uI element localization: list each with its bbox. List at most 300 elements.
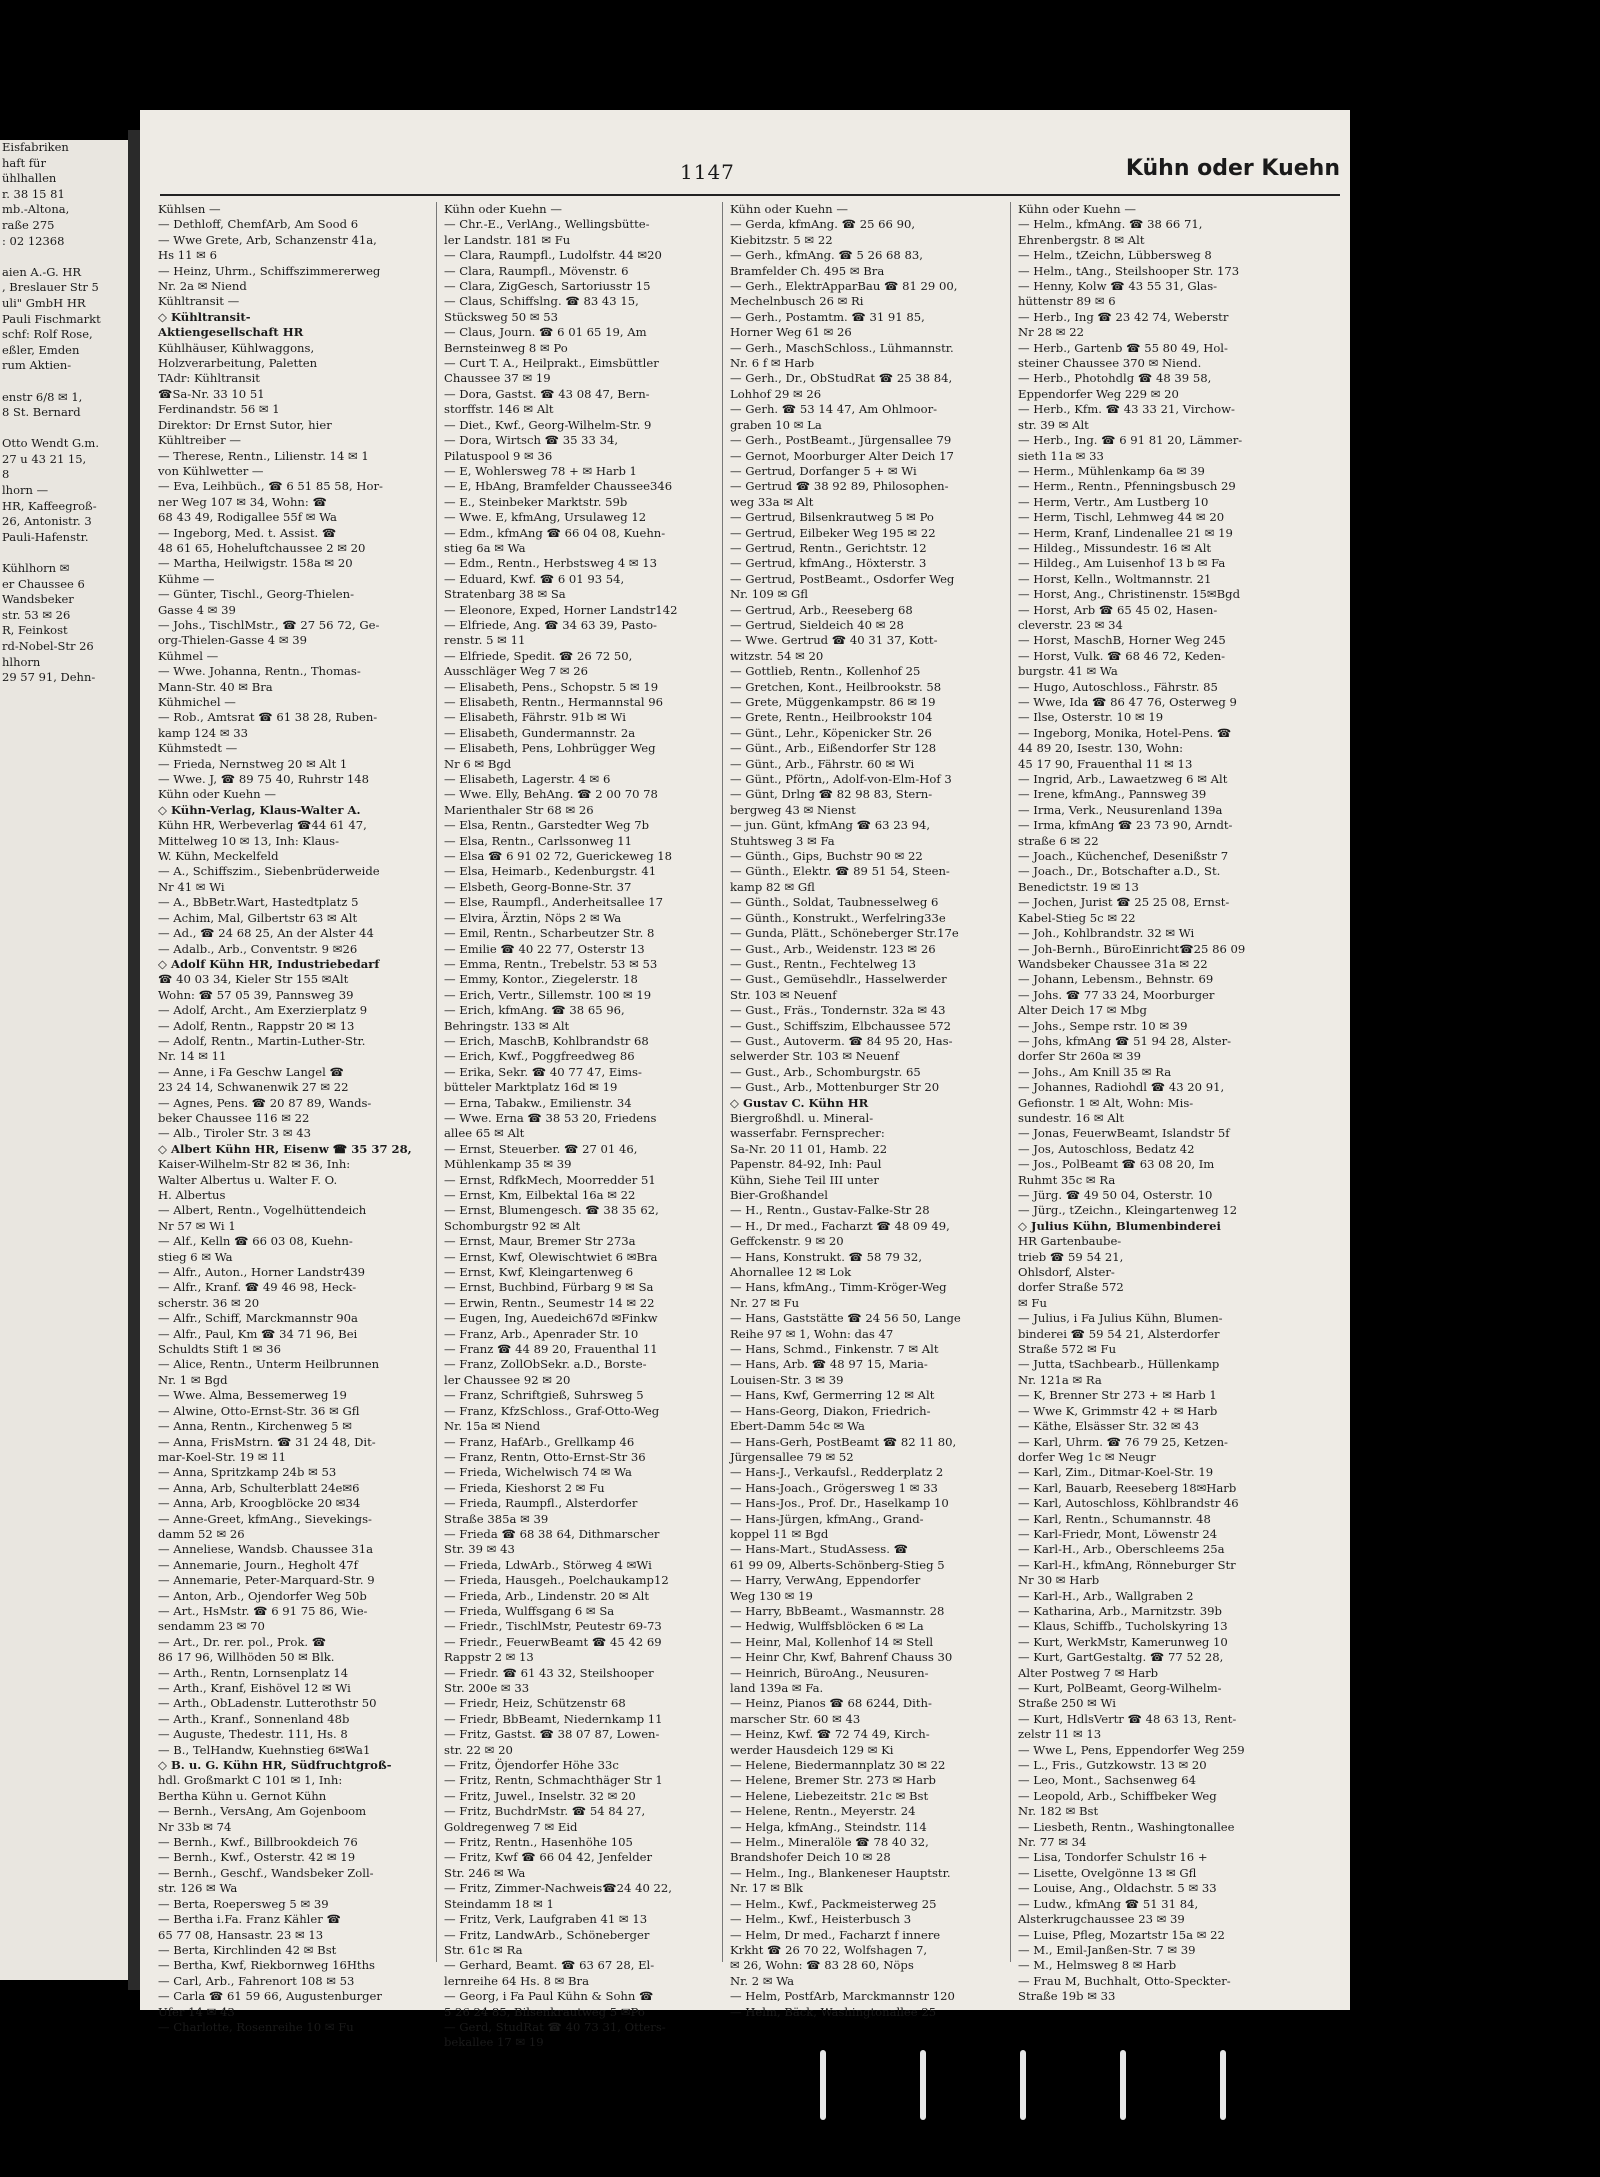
directory-entry: — Eduard, Kwf. ☎ 6 01 93 54, bbox=[444, 571, 625, 586]
directory-entry: — Carl, Arb., Fahrenort 108 ✉ 53 bbox=[158, 1973, 355, 1988]
directory-entry: Nr 30 ✉ Harb bbox=[1018, 1573, 1100, 1588]
directory-entry: 65 77 08, Hansastr. 23 ✉ 13 bbox=[158, 1927, 324, 1942]
directory-entry: — Johs., Am Knill 35 ✉ Ra bbox=[1018, 1064, 1172, 1079]
directory-entry: — Gottlieb, Rentn., Kollenhof 25 bbox=[730, 664, 921, 679]
left-fragment-line bbox=[0, 421, 128, 437]
directory-entry: — Else, Raumpfl., Anderheitsallee 17 bbox=[444, 895, 664, 910]
directory-entry: — Heinz, Pianos ☎ 68 6244, Dith- bbox=[730, 1696, 932, 1711]
directory-entry: — Friedr., TischlMstr, Peutestr 69-73 bbox=[444, 1619, 662, 1634]
directory-entry: stieg 6 ✉ Wa bbox=[158, 1249, 233, 1264]
directory-entry: Ohlsdorf, Alster- bbox=[1018, 1265, 1115, 1280]
directory-entry: Nr. 182 ✉ Bst bbox=[1018, 1804, 1099, 1819]
scan-background bbox=[1350, 0, 1600, 2177]
directory-entry: str. 39 ✉ Alt bbox=[1018, 417, 1089, 432]
directory-entry: — Elvira, Ärztin, Nöps 2 ✉ Wa bbox=[444, 910, 622, 925]
directory-entry: — Liesbeth, Rentn., Washingtonallee bbox=[1018, 1819, 1235, 1834]
directory-entry: Ufer 14 ✉ 43 bbox=[158, 2004, 235, 2019]
directory-entry: — Wwe. Alma, Bessemerweg 19 bbox=[158, 1388, 347, 1403]
directory-entry: — Bernh., Geschf., Wandsbeker Zoll- bbox=[158, 1865, 374, 1880]
directory-entry: — Gertrud, Dorfanger 5 + ✉ Wi bbox=[730, 463, 917, 478]
directory-entry: — Heinr, Mal, Kollenhof 14 ✉ Stell bbox=[730, 1634, 934, 1649]
directory-entry: — Alfr., Kranf. ☎ 49 46 98, Heck- bbox=[158, 1280, 357, 1295]
directory-entry: Marienthaler Str 68 ✉ 26 bbox=[444, 802, 594, 817]
directory-entry: — Horst, Arb ☎ 65 45 02, Hasen- bbox=[1018, 602, 1218, 617]
directory-entry: renstr. 5 ✉ 11 bbox=[444, 633, 526, 648]
directory-entry: — Louise, Ang., Oldachstr. 5 ✉ 33 bbox=[1018, 1881, 1217, 1896]
directory-entry: Bramfelder Ch. 495 ✉ Bra bbox=[730, 263, 885, 278]
left-fragment-line: rd-Nobel-Str 26 bbox=[2, 639, 94, 653]
directory-entry: — Luise, Pfleg, Mozartstr 15a ✉ 22 bbox=[1018, 1927, 1225, 1942]
directory-entry: lernreihe 64 Hs. 8 ✉ Bra bbox=[444, 1973, 590, 1988]
left-fragment-line: ühlhallen bbox=[2, 171, 57, 186]
directory-entry: Str. 246 ✉ Wa bbox=[444, 1865, 526, 1880]
directory-entry: — Joach., Dr., Botschafter a.D., St. bbox=[1018, 864, 1221, 879]
directory-entry: — Gerh., ElektrApparBau ☎ 81 29 00, bbox=[730, 279, 958, 294]
directory-entry: — Arth., Kranf., Sonnenland 48b bbox=[158, 1711, 350, 1726]
directory-entry: — Elsa, Rentn., Carlssonweg 11 bbox=[444, 833, 632, 848]
directory-entry: — Franz ☎ 44 89 20, Frauenthal 11 bbox=[444, 1342, 658, 1357]
directory-entry: — Frau M, Buchhalt, Otto-Speckter- bbox=[1018, 1973, 1231, 1988]
directory-entry: scherstr. 36 ✉ 20 bbox=[158, 1295, 260, 1310]
directory-entry: Aktiengesellschaft HR bbox=[158, 325, 304, 340]
directory-entry: — Grete, Müggenkampstr. 86 ✉ 19 bbox=[730, 695, 936, 709]
directory-entry: Direktor: Dr Ernst Sutor, hier bbox=[158, 417, 332, 432]
directory-entry: — Erich, Vertr., Sillemstr. 100 ✉ 19 bbox=[444, 987, 652, 1002]
page-gutter bbox=[128, 130, 140, 1990]
directory-entry: Walter Albertus u. Walter F. O. bbox=[158, 1172, 338, 1187]
directory-entry: Horner Weg 61 ✉ 26 bbox=[730, 325, 852, 340]
directory-entry: — Gust., Arb., Schomburgstr. 65 bbox=[730, 1064, 921, 1079]
directory-entry: — Eva, Leihbüch., ☎ 6 51 85 58, Hor- bbox=[158, 479, 383, 494]
left-fragment-line bbox=[0, 545, 128, 561]
directory-entry: — Bernh., Kwf., Billbrookdeich 76 bbox=[158, 1835, 358, 1850]
directory-entry: ◇ Albert Kühn HR, Eisenw ☎ 35 37 28, bbox=[158, 1141, 412, 1156]
directory-entry: — Henny, Kolw ☎ 43 55 31, Glas- bbox=[1018, 279, 1218, 294]
directory-entry: — Fritz, Kwf ☎ 66 04 42, Jenfelder bbox=[444, 1850, 653, 1865]
directory-entry: Weg 130 ✉ 19 bbox=[730, 1588, 813, 1603]
directory-entry: — Elisabeth, Lagerstr. 4 ✉ 6 bbox=[444, 772, 611, 787]
directory-entry: storffstr. 146 ✉ Alt bbox=[444, 402, 554, 417]
directory-entry: — Joh., Kohlbrandstr. 32 ✉ Wi bbox=[1018, 926, 1195, 941]
directory-entry: Str. 61c ✉ Ra bbox=[444, 1942, 523, 1957]
directory-entry: — Lisa, Tondorfer Schulstr 16 + bbox=[1018, 1850, 1208, 1865]
directory-entry: Ahornallee 12 ✉ Lok bbox=[730, 1265, 852, 1280]
directory-entry: — Helga, kfmAng., Steindstr. 114 bbox=[730, 1819, 927, 1834]
directory-entry: dorfer Straße 572 bbox=[1018, 1280, 1124, 1295]
directory-entry: — Günt., Arb., Eißendorfer Str 128 bbox=[730, 741, 937, 756]
directory-entry: — Fritz, Verk, Laufgraben 41 ✉ 13 bbox=[444, 1912, 648, 1927]
directory-entry: dorfer Weg 1c ✉ Neugr bbox=[1018, 1449, 1156, 1464]
left-fragment-line: Eisfabriken bbox=[2, 140, 69, 154]
directory-entry: — Johann, Lebensm., Behnstr. 69 bbox=[1018, 972, 1214, 987]
directory-entry: — Albert, Rentn., Vogelhüttendeich bbox=[158, 1203, 367, 1218]
directory-entry: Benedictstr. 19 ✉ 13 bbox=[1018, 879, 1139, 894]
directory-entry: 5 26 24 85, Bilsenkrautweg 5 ✉Po bbox=[444, 2004, 645, 2019]
directory-entry: — Frieda, Hausgeh., Poelchaukamp12 bbox=[444, 1573, 669, 1588]
directory-entry: Nr. 27 ✉ Fu bbox=[730, 1295, 800, 1310]
directory-entry: — Heinz, Kwf. ☎ 72 74 49, Kirch- bbox=[730, 1727, 930, 1742]
left-page-fragment bbox=[0, 140, 128, 1980]
directory-entry: — Berta, Kirchlinden 42 ✉ Bst bbox=[158, 1942, 337, 1957]
directory-entry: — Heinz, Uhrm., Schiffszimmererweg bbox=[158, 263, 381, 278]
directory-entry: sieth 11a ✉ 33 bbox=[1018, 448, 1104, 463]
directory-entry: ☎Sa-Nr. 33 10 51 bbox=[158, 386, 265, 401]
directory-entry: — Arth., Rentn, Lornsenplatz 14 bbox=[158, 1665, 349, 1680]
directory-entry: ◇ Adolf Kühn HR, Industriebedarf bbox=[158, 956, 380, 971]
directory-entry: — Bernh., Kwf., Osterstr. 42 ✉ 19 bbox=[158, 1850, 356, 1865]
directory-entry: Chaussee 37 ✉ 19 bbox=[444, 371, 551, 386]
directory-entry: stieg 6a ✉ Wa bbox=[444, 540, 526, 555]
header-rule bbox=[160, 194, 1340, 196]
directory-entry: Stuhtsweg 3 ✉ Fa bbox=[730, 833, 835, 848]
directory-entry: Mittelweg 10 ✉ 13, Inh: Klaus- bbox=[158, 833, 340, 848]
directory-entry: Schomburgstr 92 ✉ Alt bbox=[444, 1218, 581, 1233]
directory-entry: — Ilse, Osterstr. 10 ✉ 19 bbox=[1018, 710, 1164, 725]
directory-entry: 45 17 90, Frauenthal 11 ✉ 13 bbox=[1018, 756, 1193, 771]
directory-entry: — Helm, Dr med., Facharzt f innere bbox=[730, 1927, 941, 1942]
directory-entry: Rappstr 2 ✉ 13 bbox=[444, 1650, 534, 1665]
directory-entry: — Helene, Liebezeitstr. 21c ✉ Bst bbox=[730, 1788, 929, 1803]
left-fragment-line: 8 St. Bernard bbox=[2, 405, 81, 420]
directory-entry: — Herb., Kfm. ☎ 43 33 21, Virchow- bbox=[1018, 402, 1235, 417]
directory-entry: — Karl, Bauarb, Reeseberg 18✉Harb bbox=[1018, 1480, 1237, 1495]
directory-entry: — Helm., Mineralöle ☎ 78 40 32, bbox=[730, 1835, 929, 1850]
directory-entry: — Franz, Schriftgieß, Suhrsweg 5 bbox=[444, 1388, 644, 1403]
directory-entry: — Wwe Grete, Arb, Schanzenstr 41a, bbox=[158, 232, 377, 247]
directory-entry: Stratenbarg 38 ✉ Sa bbox=[444, 587, 566, 602]
directory-entry: trieb ☎ 59 54 21, bbox=[1018, 1249, 1124, 1264]
directory-entry: hüttenstr 89 ✉ 6 bbox=[1018, 294, 1116, 309]
directory-entry: — Hedwig, Wulffsblöcken 6 ✉ La bbox=[730, 1619, 924, 1634]
directory-entry: Schuldts Stift 1 ✉ 36 bbox=[158, 1342, 281, 1357]
left-fragment-line: lhorn — bbox=[2, 483, 49, 498]
directory-entry: ◇ Julius Kühn, Blumenbinderei bbox=[1018, 1218, 1221, 1233]
directory-entry: Gefionstr. 1 ✉ Alt, Wohn: Mis- bbox=[1018, 1095, 1194, 1110]
directory-entry: Mechelnbusch 26 ✉ Ri bbox=[730, 294, 864, 309]
directory-entry: — Gerh. ☎ 53 14 47, Am Ohlmoor- bbox=[730, 402, 938, 417]
directory-entry: — E, HbAng, Bramfelder Chaussee346 bbox=[444, 479, 673, 494]
directory-entry: — Elisabeth, Rentn., Hermannstal 96 bbox=[444, 695, 664, 709]
directory-entry: burgstr. 41 ✉ Wa bbox=[1018, 664, 1118, 679]
directory-entry: — Erwin, Rentn., Seumestr 14 ✉ 22 bbox=[444, 1295, 655, 1310]
directory-entry: — Ernst, RdfkMech, Moorredder 51 bbox=[444, 1172, 656, 1187]
directory-entry: Nr 57 ✉ Wi 1 bbox=[158, 1218, 236, 1233]
directory-page bbox=[140, 110, 1350, 2050]
directory-entry: koppel 11 ✉ Bgd bbox=[730, 1526, 829, 1541]
directory-entry: — Dora, Gastst. ☎ 43 08 47, Bern- bbox=[444, 386, 650, 401]
directory-entry: — Alice, Rentn., Unterm Heilbrunnen bbox=[158, 1357, 380, 1372]
directory-entry: — Alwine, Otto-Ernst-Str. 36 ✉ Gfl bbox=[158, 1403, 360, 1418]
directory-entry: Sa-Nr. 20 11 01, Hamb. 22 bbox=[730, 1141, 888, 1156]
directory-entry: — Frieda, Wichelwisch 74 ✉ Wa bbox=[444, 1465, 632, 1480]
directory-entry: Str. 200e ✉ 33 bbox=[444, 1681, 530, 1695]
directory-entry: — Gerda, kfmAng. ☎ 25 66 90, bbox=[730, 217, 916, 232]
directory-entry: Ferdinandstr. 56 ✉ 1 bbox=[158, 402, 280, 417]
left-fragment-line: 29 57 91, Dehn- bbox=[2, 670, 96, 685]
directory-entry: Papenstr. 84-92, Inh: Paul bbox=[730, 1157, 882, 1172]
directory-entry: TAdr: Kühltransit bbox=[158, 371, 260, 386]
directory-entry: — Bertha, Kwf, Riekbornweg 16Hths bbox=[158, 1958, 376, 1973]
column-2 bbox=[444, 202, 716, 2050]
directory-entry: — Horst, Kelln., Woltmannstr. 21 bbox=[1018, 571, 1212, 586]
directory-entry: — Herm, Tischl, Lehmweg 44 ✉ 20 bbox=[1018, 510, 1225, 525]
directory-entry: — Erich, kfmAng. ☎ 38 65 96, bbox=[444, 1003, 625, 1018]
directory-entry: — Fritz, Juwel., Inselstr. 32 ✉ 20 bbox=[444, 1788, 636, 1803]
directory-entry: — Wwe, Ida ☎ 86 47 76, Osterweg 9 bbox=[1018, 695, 1237, 709]
left-fragment-line: 27 u 43 21 15, bbox=[2, 451, 87, 466]
directory-entry: — Fritz, Rentn., Hasenhöhe 105 bbox=[444, 1835, 633, 1850]
directory-entry: — Wwe. Johanna, Rentn., Thomas- bbox=[158, 664, 361, 679]
directory-entry: — Karl-Friedr, Mont, Löwenstr 24 bbox=[1018, 1526, 1218, 1541]
directory-entry: — Hans-Georg, Diakon, Friedrich- bbox=[730, 1403, 931, 1418]
directory-entry: — Anton, Arb., Ojendorfer Weg 50b bbox=[158, 1588, 367, 1603]
directory-entry: — Helene, Rentn., Meyerstr. 24 bbox=[730, 1804, 916, 1819]
directory-entry: — Fritz, LandwArb., Schöneberger bbox=[444, 1927, 650, 1942]
directory-entry: — Arth., Kranf, Eishövel 12 ✉ Wi bbox=[158, 1681, 351, 1695]
directory-entry: — Hans-Joach., Grögersweg 1 ✉ 33 bbox=[730, 1480, 938, 1495]
directory-entry: Holzverarbeitung, Paletten bbox=[158, 356, 318, 371]
directory-entry: — Frieda, Kieshorst 2 ✉ Fu bbox=[444, 1480, 605, 1495]
left-fragment-line: hlhorn bbox=[2, 654, 41, 669]
directory-entry: — Elsa, Rentn., Garstedter Weg 7b bbox=[444, 818, 650, 833]
directory-entry: — Gust., Fräs., Tondernstr. 32a ✉ 43 bbox=[730, 1003, 946, 1018]
directory-entry: — Gust., Gemüsehdlr., Hasselwerder bbox=[730, 972, 947, 987]
directory-entry: Nr 6 ✉ Bgd bbox=[444, 756, 512, 771]
directory-entry: — Rob., Amtsrat ☎ 61 38 28, Ruben- bbox=[158, 710, 378, 725]
left-fragment-line: eßler, Emden bbox=[2, 342, 80, 357]
directory-entry: ✉ Fu bbox=[1018, 1295, 1047, 1310]
directory-entry: weg 33a ✉ Alt bbox=[730, 494, 814, 509]
directory-entry: — Lisette, Ovelgönne 13 ✉ Gfl bbox=[1018, 1865, 1197, 1880]
directory-entry: Str. 103 ✉ Neuenf bbox=[730, 987, 837, 1002]
left-fragment-line: HR, Kaffeegroß- bbox=[2, 498, 97, 513]
directory-entry: — Anna, Spritzkamp 24b ✉ 53 bbox=[158, 1465, 337, 1480]
directory-entry: — Carla ☎ 61 59 66, Augustenburger bbox=[158, 1989, 382, 2004]
directory-entry: selwerder Str. 103 ✉ Neuenf bbox=[730, 1049, 899, 1064]
directory-entry: — Kurt, WerkMstr, Kamerunweg 10 bbox=[1018, 1634, 1228, 1649]
directory-entry: — Leopold, Arb., Schiffbeker Weg bbox=[1018, 1788, 1217, 1803]
directory-entry: zelstr 11 ✉ 13 bbox=[1018, 1727, 1102, 1742]
directory-entry: — Fritz, BuchdrMstr. ☎ 54 84 27, bbox=[444, 1804, 646, 1819]
directory-entry: — Claus, Schiffslng. ☎ 83 43 15, bbox=[444, 294, 639, 309]
left-fragment-line: mb.-Altona, bbox=[2, 202, 70, 217]
directory-entry: wasserfabr. Fernsprecher: bbox=[730, 1126, 885, 1141]
directory-entry: — Franz, HafArb., Grellkamp 46 bbox=[444, 1434, 635, 1449]
directory-entry: — Fritz, Rentn, Schmachthäger Str 1 bbox=[444, 1773, 663, 1788]
directory-entry: — Karl-H., Arb., Oberschleems 25a bbox=[1018, 1542, 1225, 1557]
directory-entry: Nr 33b ✉ 74 bbox=[158, 1819, 232, 1834]
directory-entry: — Hans-Gerh, PostBeamt ☎ 82 11 80, bbox=[730, 1434, 957, 1449]
directory-entry: — Arth., ObLadenstr. Lutterothstr 50 bbox=[158, 1696, 377, 1711]
directory-entry: Kühlsen — bbox=[158, 202, 221, 216]
directory-entry: Nr. 2 ✉ Wa bbox=[730, 1973, 795, 1988]
directory-entry: — Elisabeth, Pens, Lohbrügger Weg bbox=[444, 741, 656, 756]
directory-entry: — Ludw., kfmAng ☎ 51 31 84, bbox=[1018, 1896, 1199, 1911]
directory-entry: — Annemarie, Journ., Hegholt 47f bbox=[158, 1557, 358, 1572]
directory-entry: — Gerhard, Beamt. ☎ 63 67 28, El- bbox=[444, 1958, 655, 1973]
directory-entry: — Wwe. J, ☎ 89 75 40, Ruhrstr 148 bbox=[158, 772, 369, 787]
directory-entry: — Anna, Arb, Schulterblatt 24e✉6 bbox=[158, 1480, 360, 1495]
directory-entry: — Frieda, Raumpfl., Alsterdorfer bbox=[444, 1496, 638, 1511]
directory-entry: — Elfriede, Spedit. ☎ 26 72 50, bbox=[444, 648, 633, 663]
directory-entry: land 139a ✉ Fa. bbox=[730, 1681, 824, 1695]
left-fragment-line: Kühlhorn ✉ bbox=[2, 561, 70, 576]
directory-entry: — Ernst, Km, Eilbektal 16a ✉ 22 bbox=[444, 1188, 636, 1202]
directory-entry: werder Hausdeich 129 ✉ Ki bbox=[730, 1742, 894, 1757]
directory-entry: — Art., Dr. rer. pol., Prok. ☎ bbox=[158, 1634, 327, 1649]
directory-entry: — Hans, Kwf, Germerring 12 ✉ Alt bbox=[730, 1388, 935, 1403]
directory-entry: — Jochen, Jurist ☎ 25 25 08, Ernst- bbox=[1018, 895, 1230, 910]
directory-entry: Kühltreiber — bbox=[158, 433, 241, 448]
directory-entry: — Ingeborg, Med. t. Assist. ☎ bbox=[158, 525, 337, 540]
directory-entry: — Katharina, Arb., Marnitzstr. 39b bbox=[1018, 1603, 1222, 1618]
directory-entry: — Anne-Greet, kfmAng., Sievekings- bbox=[158, 1511, 372, 1526]
directory-entry: — Curt T. A., Heilprakt., Eimsbüttler bbox=[444, 356, 659, 371]
directory-entry: — Helm, PostfArb, Marckmannstr 120 bbox=[730, 1989, 955, 2004]
directory-entry: — Wwe. Gertrud ☎ 40 31 37, Kott- bbox=[730, 633, 938, 648]
directory-entry: — Heinr Chr, Kwf, Bahrenf Chauss 30 bbox=[730, 1650, 953, 1665]
directory-entry: — Günt, Drlng ☎ 82 98 83, Stern- bbox=[730, 787, 933, 802]
left-fragment-line: str. 53 ✉ 26 bbox=[2, 607, 71, 622]
left-fragment-line: er Chaussee 6 bbox=[2, 576, 85, 591]
directory-entry: — Gertrud, Rentn., Gerichtstr. 12 bbox=[730, 540, 927, 555]
page-number: 1147 bbox=[680, 160, 735, 184]
directory-entry: — Elsa, Heimarb., Kedenburgstr. 41 bbox=[444, 864, 657, 879]
directory-entry: — Johs. ☎ 77 33 24, Moorburger bbox=[1018, 987, 1215, 1002]
directory-entry: — Alb., Tiroler Str. 3 ✉ 43 bbox=[158, 1126, 312, 1141]
directory-entry: — Edm., Rentn., Herbstsweg 4 ✉ 13 bbox=[444, 556, 658, 571]
directory-entry: ✉ 26, Wohn: ☎ 83 28 60, Nöps bbox=[730, 1958, 914, 1973]
directory-entry: Alter Deich 17 ✉ Mbg bbox=[1018, 1003, 1147, 1018]
directory-entry: mar-Koel-Str. 19 ✉ 11 bbox=[158, 1449, 287, 1464]
directory-entry: — Wwe L, Pens, Eppendorfer Weg 259 bbox=[1018, 1742, 1245, 1757]
directory-entry: bekallee 17 ✉ 19 bbox=[444, 2035, 544, 2050]
directory-entry: — Günth., Elektr. ☎ 89 51 54, Steen- bbox=[730, 864, 950, 879]
directory-entry: — Gertrud ☎ 38 92 89, Philosophen- bbox=[730, 479, 949, 494]
directory-entry: Kühn oder Kuehn — bbox=[1018, 202, 1136, 216]
directory-entry: ler Landstr. 181 ✉ Fu bbox=[444, 232, 571, 247]
directory-entry: — Hans, kfmAng., Timm-Kröger-Weg bbox=[730, 1280, 947, 1295]
directory-entry: — Frieda, Nernstweg 20 ✉ Alt 1 bbox=[158, 756, 348, 771]
directory-entry: — Gunda, Plätt., Schöneberger Str.17e bbox=[730, 926, 959, 941]
directory-entry: — A., BbBetr.Wart, Hastedtplatz 5 bbox=[158, 895, 359, 910]
directory-entry: — Harry, VerwAng, Eppendorfer bbox=[730, 1573, 921, 1588]
directory-entry: — K, Brenner Str 273 + ✉ Harb 1 bbox=[1018, 1388, 1217, 1403]
column-1 bbox=[158, 202, 430, 2034]
directory-entry: — Franz, Rentn, Otto-Ernst-Str 36 bbox=[444, 1449, 646, 1464]
directory-entry: bütteler Marktplatz 16d ✉ 19 bbox=[444, 1080, 618, 1095]
directory-entry: — Jürg. ☎ 49 50 04, Osterstr. 10 bbox=[1018, 1188, 1213, 1202]
directory-entry: 61 99 09, Alberts-Schönberg-Stieg 5 bbox=[730, 1557, 945, 1572]
directory-entry: — Jutta, tSachbearb., Hüllenkamp bbox=[1018, 1357, 1220, 1372]
directory-entry: Brandshofer Deich 10 ✉ 28 bbox=[730, 1850, 891, 1865]
directory-entry: — Horst, MaschB, Horner Weg 245 bbox=[1018, 633, 1226, 648]
directory-entry: — Franz, KfzSchloss., Graf-Otto-Weg bbox=[444, 1403, 660, 1418]
directory-entry: — Claus, Journ. ☎ 6 01 65 19, Am bbox=[444, 325, 647, 340]
directory-entry: Nr. 2a ✉ Niend bbox=[158, 279, 247, 294]
directory-entry: — Fritz, Gastst. ☎ 38 07 87, Lowen- bbox=[444, 1727, 660, 1742]
directory-entry: — Ernst, Buchbind, Fürbarg 9 ✉ Sa bbox=[444, 1280, 654, 1295]
directory-entry: — Klaus, Schiffb., Tucholskyring 13 bbox=[1018, 1619, 1228, 1634]
directory-entry: — Gertrud, Bilsenkrautweg 5 ✉ Po bbox=[730, 510, 934, 525]
directory-entry: — Ernst, Steuerber. ☎ 27 01 46, bbox=[444, 1141, 638, 1156]
directory-entry: — Gerh., Dr., ObStudRat ☎ 25 38 84, bbox=[730, 371, 953, 386]
directory-entry: — Gerh., MaschSchloss., Lühmannstr. bbox=[730, 340, 954, 355]
directory-entry: — Helm., tZeichn, Lübbersweg 8 bbox=[1018, 248, 1212, 263]
directory-entry: Nr. 109 ✉ Gfl bbox=[730, 587, 808, 602]
directory-entry: — jun. Günt, kfmAng ☎ 63 23 94, bbox=[730, 818, 931, 833]
directory-entry: H. Albertus bbox=[158, 1188, 226, 1202]
directory-entry: — Ernst, Maur, Bremer Str 273a bbox=[444, 1234, 636, 1249]
directory-entry: — Hans, Schmd., Finkenstr. 7 ✉ Alt bbox=[730, 1342, 939, 1357]
column-separator bbox=[722, 202, 723, 1962]
directory-entry: — Kurt, HdlsVertr ☎ 48 63 13, Rent- bbox=[1018, 1711, 1237, 1726]
directory-entry: Kühlhäuser, Kühlwaggons, bbox=[158, 340, 315, 355]
directory-entry: — Elsa ☎ 6 91 02 72, Guerickeweg 18 bbox=[444, 849, 673, 864]
directory-entry: — Hildeg., Am Luisenhof 13 b ✉ Fa bbox=[1018, 556, 1226, 571]
directory-entry: — Jos, Autoschloss, Bedatz 42 bbox=[1018, 1141, 1195, 1156]
directory-entry: — Ernst, Kwf, Kleingartenweg 6 bbox=[444, 1265, 634, 1280]
directory-entry: sundestr. 16 ✉ Alt bbox=[1018, 1110, 1124, 1125]
directory-entry: — Chr.-E., VerlAng., Wellingsbütte- bbox=[444, 217, 650, 232]
directory-entry: — Hans, Arb. ☎ 48 97 15, Maria- bbox=[730, 1357, 928, 1372]
directory-entry: — Alfr., Schiff, Marckmannstr 90a bbox=[158, 1311, 358, 1326]
directory-entry: — Adalb., Arb., Conventstr. 9 ✉26 bbox=[158, 941, 358, 956]
directory-entry: — Friedr., FeuerwBeamt ☎ 45 42 69 bbox=[444, 1634, 662, 1649]
directory-entry: — Agnes, Pens. ☎ 20 87 89, Wands- bbox=[158, 1095, 372, 1110]
directory-entry: — Franz, ZollObSekr. a.D., Borste- bbox=[444, 1357, 647, 1372]
directory-entry: — Anneliese, Wandsb. Chaussee 31a bbox=[158, 1542, 374, 1557]
column-separator bbox=[436, 202, 437, 1962]
directory-entry: Bier-Großhandel bbox=[730, 1188, 828, 1202]
directory-entry: — Herb., Photohdlg ☎ 48 39 58, bbox=[1018, 371, 1212, 386]
directory-entry: 48 61 65, Hoheluftchaussee 2 ✉ 20 bbox=[158, 540, 366, 555]
directory-entry: — Dethloff, ChemfArb, Am Sood 6 bbox=[158, 217, 359, 232]
directory-entry: — Herm, Vertr., Am Lustberg 10 bbox=[1018, 494, 1209, 509]
directory-entry: — E, Wohlersweg 78 + ✉ Harb 1 bbox=[444, 463, 637, 478]
directory-entry: — Hugo, Autoschloss., Fährstr. 85 bbox=[1018, 679, 1218, 694]
directory-entry: — Julius, i Fa Julius Kühn, Blumen- bbox=[1018, 1311, 1223, 1326]
directory-entry: Str. 39 ✉ 43 bbox=[444, 1542, 515, 1557]
directory-entry: sendamm 23 ✉ 70 bbox=[158, 1619, 265, 1634]
directory-entry: — Wwe. E, kfmAng, Ursulaweg 12 bbox=[444, 510, 647, 525]
directory-entry: — Gernot, Moorburger Alter Deich 17 bbox=[730, 448, 954, 463]
directory-entry: Mühlenkamp 35 ✉ 39 bbox=[444, 1157, 572, 1172]
directory-entry: — Joh-Bernh., BüroEinricht☎25 86 09 bbox=[1018, 941, 1246, 956]
directory-entry: — Frieda, Arb., Lindenstr. 20 ✉ Alt bbox=[444, 1588, 649, 1603]
directory-entry: — Gerd, StudRat ☎ 40 73 31, Otters- bbox=[444, 2019, 666, 2034]
directory-entry: — Herb., Gartenb ☎ 55 80 49, Hol- bbox=[1018, 340, 1228, 355]
directory-entry: Straße 19b ✉ 33 bbox=[1018, 1989, 1116, 2004]
directory-entry: — Gust., Autoverm. ☎ 84 95 20, Has- bbox=[730, 1033, 953, 1048]
directory-entry: — Elisabeth, Gundermannstr. 2a bbox=[444, 725, 636, 740]
directory-entry: Ruhmt 35c ✉ Ra bbox=[1018, 1172, 1116, 1187]
directory-entry: Mann-Str. 40 ✉ Bra bbox=[158, 679, 273, 694]
directory-entry: — Adolf, Rentn., Rappstr 20 ✉ 13 bbox=[158, 1018, 355, 1033]
directory-entry: — Helm., kfmAng. ☎ 38 66 71, bbox=[1018, 217, 1203, 232]
directory-entry: — Alfr., Auton., Horner Landstr439 bbox=[158, 1265, 365, 1280]
directory-entry: Eppendorfer Weg 229 ✉ 20 bbox=[1018, 386, 1179, 401]
scan-marks bbox=[820, 2050, 1320, 2130]
directory-entry: 86 17 96, Willhöden 50 ✉ Blk. bbox=[158, 1650, 335, 1665]
directory-entry: — Anne, i Fa Geschw Langel ☎ bbox=[158, 1064, 344, 1079]
directory-entry: HR Gartenbaube- bbox=[1018, 1234, 1122, 1249]
directory-entry: von Kühlwetter — bbox=[158, 463, 264, 478]
directory-entry: — Johannes, Radiohdl ☎ 43 20 91, bbox=[1018, 1080, 1225, 1095]
directory-entry: — Ad., ☎ 24 68 25, An der Alster 44 bbox=[158, 926, 374, 941]
directory-entry: Nr. 14 ✉ 11 bbox=[158, 1049, 227, 1064]
directory-entry: Kühn oder Kuehn — bbox=[158, 787, 276, 802]
